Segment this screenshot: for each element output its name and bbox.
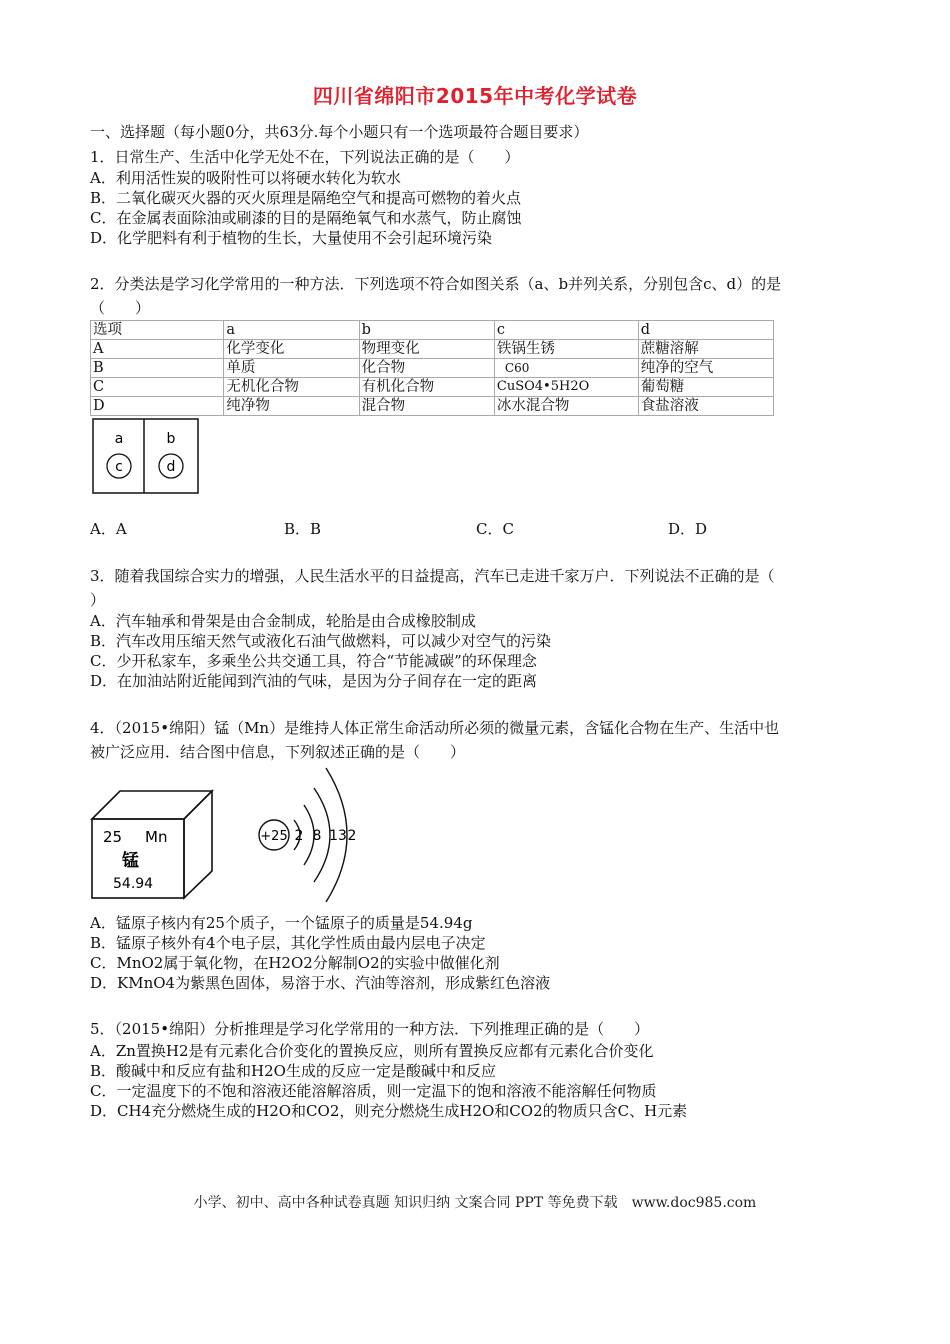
q4-option-b: B．锰原子核外有4个电子层，其化学性质由最内层电子决定	[90, 934, 486, 952]
q4-option-d: D．KMnO4为紫黑色固体，易溶于水、汽油等溶剂，形成紫红色溶液	[90, 974, 551, 992]
q5-option-c: C．一定温度下的不饱和溶液还能溶解溶质，则一定温下的饱和溶液不能溶解任何物质	[90, 1082, 657, 1100]
table-cell: 铁锅生锈	[494, 340, 638, 359]
diagram-label-b: b	[166, 431, 176, 447]
q3-stem-end: ）	[90, 591, 106, 609]
q4-stem-cont: 被广泛应用．结合图中信息，下列叙述正确的是（ ）	[90, 743, 466, 761]
q3-stem: 3．随着我国综合实力的增强，人民生活水平的日益提高，汽车已走进千家万户．下列说法不正确的是（	[90, 567, 775, 585]
q2-choice-c: C．C	[476, 520, 514, 538]
section-heading: 一、选择题（每小题0分，共63分.每个小题只有一个选项最符合题目要求）	[90, 123, 589, 141]
q1-stem: 1．日常生产、生活中化学无处不在，下列说法正确的是（ ）	[90, 148, 520, 166]
q5-option-a: A．Zn置换H2是有元素化合价变化的置换反应，则所有置换反应都有元素化合价变化	[90, 1042, 654, 1060]
table-header-row	[91, 321, 774, 340]
q2-options-table	[90, 320, 774, 416]
q5-option-d: D．CH4充分燃烧生成的H2O和CO2，则充分燃烧生成H2O和CO2的物质只含C、H元素	[90, 1102, 688, 1120]
table-cell: 纯净的空气	[638, 359, 773, 378]
shell-electrons-1: 2	[294, 828, 304, 844]
q5-option-b: B．酸碱中和反应有盐和H2O生成的反应一定是酸碱中和反应	[90, 1062, 496, 1080]
q4-option-c: C．MnO2属于氧化物，在H2O2分解制O2的实验中做催化剂	[90, 954, 500, 972]
diagram-label-c: c	[115, 459, 123, 475]
table-cell: 化学变化	[224, 340, 359, 359]
q2-choice-a: A．A	[90, 520, 127, 538]
table-header-cell: c	[494, 321, 638, 340]
table-row	[91, 378, 774, 397]
diagram-label-a: a	[114, 431, 124, 447]
table-header-cell: 选项	[91, 321, 224, 340]
table-cell: 混合物	[359, 397, 494, 416]
cube-side-face	[184, 791, 212, 898]
q2-relation-diagram	[92, 418, 202, 496]
cube-top-face	[92, 791, 212, 819]
q4-stem: 4．（2015•绵阳）锰（Mn）是维持人体正常生命活动所必须的微量元素，含锰化合物在生产、生活中也	[90, 719, 780, 737]
table-cell: 单质	[224, 359, 359, 378]
table-row	[91, 359, 774, 378]
diagram-frame	[93, 419, 198, 493]
q3-option-a: A．汽车轴承和骨架是由合金制成，轮胎是由合成橡胶制成	[90, 612, 476, 630]
shell-electrons-2: 8	[312, 828, 322, 844]
table-row	[91, 397, 774, 416]
q4-option-a: A．锰原子核内有25个质子，一个锰原子的质量是54.94g	[90, 914, 473, 932]
q5-stem: 5．（2015•绵阳）分析推理是学习化学常用的一种方法．下列推理正确的是（ ）	[90, 1020, 650, 1038]
table-header-cell: a	[224, 321, 359, 340]
q2-choice-d: D．D	[668, 520, 708, 538]
shell-electrons-4: 2	[347, 828, 357, 844]
q1-option-c: C．在金属表面除油或刷漆的目的是隔绝氧气和水蒸气，防止腐蚀	[90, 209, 522, 227]
q3-option-b: B．汽车改用压缩天然气或液化石油气做燃料，可以减少对空气的污染	[90, 632, 552, 650]
diagram-label-d: d	[166, 459, 176, 475]
table-cell: C	[91, 378, 224, 397]
table-cell: 化合物	[359, 359, 494, 378]
exam-title: 四川省绵阳市2015年中考化学试卷	[312, 84, 638, 108]
manganese-element-card	[90, 770, 220, 900]
nucleus-charge: +25	[260, 829, 288, 844]
element-symbol: Mn	[145, 828, 168, 846]
q2-stem-blank: （ ）	[90, 299, 151, 317]
q1-option-a: A．利用活性炭的吸附性可以将硬水转化为软水	[90, 169, 401, 187]
q3-option-c: C．少开私家车，多乘坐公共交通工具，符合“节能减碳”的环保理念	[90, 652, 537, 670]
page-footer: 小学、初中、高中各种试卷真题 知识归纳 文案合同 PPT 等免费下载 www.doc985.com	[193, 1195, 757, 1211]
q1-option-d: D．化学肥料有利于植物的生长，大量使用不会引起环境污染	[90, 229, 493, 247]
table-cell: 物理变化	[359, 340, 494, 359]
q1-option-b: B．二氧化碳灭火器的灭火原理是隔绝空气和提高可燃物的着火点	[90, 189, 522, 207]
element-atomic-number: 25	[103, 828, 123, 846]
table-cell: 食盐溶液	[638, 397, 773, 416]
table-cell: 无机化合物	[224, 378, 359, 397]
table-cell: D	[91, 397, 224, 416]
table-cell: 蔗糖溶解	[638, 340, 773, 359]
q3-option-d: D．在加油站附近能闻到汽油的气味，是因为分子间存在一定的距离	[90, 672, 538, 690]
manganese-atomic-structure	[256, 760, 366, 910]
table-cell: 冰水混合物	[494, 397, 638, 416]
element-name: 锰	[122, 851, 139, 871]
table-header-cell: d	[638, 321, 773, 340]
shell-electrons-3: 13	[329, 828, 347, 844]
q2-choice-b: B．B	[284, 520, 322, 538]
q2-stem: 2．分类法是学习化学常用的一种方法．下列选项不符合如图关系（a、b并列关系，分别包含c、d）的是	[90, 275, 782, 293]
table-cell: 葡萄糖	[638, 378, 773, 397]
table-cell: B	[91, 359, 224, 378]
table-row	[91, 340, 774, 359]
table-cell: 纯净物	[224, 397, 359, 416]
element-atomic-mass: 54.94	[113, 876, 154, 892]
table-cell: CuSO4•5H2O	[494, 378, 638, 397]
table-header-cell: b	[359, 321, 494, 340]
table-cell: 有机化合物	[359, 378, 494, 397]
table-cell: C60	[494, 359, 638, 378]
table-cell: A	[91, 340, 224, 359]
